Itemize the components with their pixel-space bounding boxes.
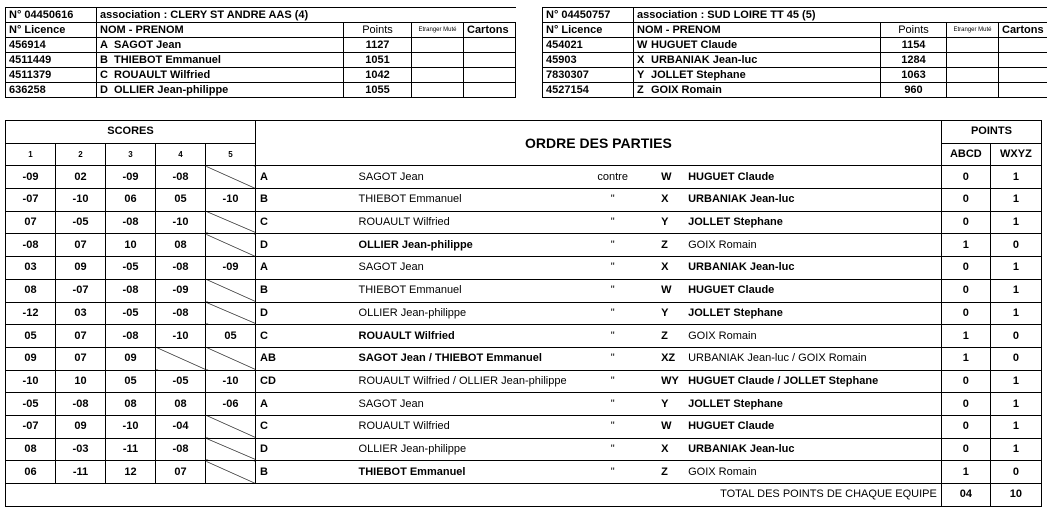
contre-label: " [592, 393, 633, 416]
set-score: -06 [206, 393, 256, 416]
player-points: 1063 [881, 68, 947, 83]
set-score: -07 [56, 279, 106, 302]
player-letter: A [100, 38, 108, 51]
set-score: 02 [56, 166, 106, 189]
total-abcd: 04 [941, 484, 990, 507]
set-2-header: 2 [56, 143, 106, 166]
home-player: OLLIER Jean-philippe [307, 234, 593, 257]
wxyz-header: WXYZ [990, 143, 1041, 166]
player-name-cell [97, 83, 344, 98]
game-row [6, 234, 1042, 257]
player-cartons [464, 38, 516, 53]
player-cartons [464, 68, 516, 83]
total-wxyz: 10 [990, 484, 1041, 507]
player-points: 1154 [881, 38, 947, 53]
set-score: 05 [156, 189, 206, 212]
points-abcd: 0 [941, 279, 990, 302]
points-abcd: 0 [941, 393, 990, 416]
player-name: OLLIER Jean-philippe [114, 83, 229, 96]
away-player: URBANIAK Jean-luc / GOIX Romain [684, 347, 941, 370]
player-cartons [464, 53, 516, 68]
points-wxyz: 1 [990, 279, 1041, 302]
set-score: 05 [6, 325, 56, 348]
game-row [6, 257, 1042, 280]
player-licence: 454021 [543, 38, 634, 53]
home-player: SAGOT Jean [307, 393, 593, 416]
team-number: N° 04450757 [543, 8, 634, 23]
set-score: -09 [206, 257, 256, 280]
game-row [6, 461, 1042, 484]
set-5-header: 5 [206, 143, 256, 166]
home-player: THIEBOT Emmanuel [307, 461, 593, 484]
game-row [6, 393, 1042, 416]
home-letter: B [256, 189, 307, 212]
player-name-cell [97, 68, 344, 83]
away-letter: X [633, 257, 684, 280]
away-player: GOIX Romain [684, 325, 941, 348]
col-cartons: Cartons [464, 23, 516, 38]
set-score: -08 [156, 302, 206, 325]
set-score: 05 [206, 325, 256, 348]
set-score: -11 [106, 438, 156, 461]
set-score: -08 [56, 393, 106, 416]
player-licence: 4511379 [6, 68, 97, 83]
set-score: 07 [56, 325, 106, 348]
away-player: JOLLET Stephane [684, 211, 941, 234]
abcd-header: ABCD [941, 143, 990, 166]
player-etranger [412, 38, 464, 53]
team-left-table [5, 7, 516, 98]
association-name: association : SUD LOIRE TT 45 (5) [634, 8, 1047, 23]
player-etranger [412, 68, 464, 83]
player-etranger [947, 68, 999, 83]
home-letter: D [256, 302, 307, 325]
points-wxyz: 0 [990, 325, 1041, 348]
points-wxyz: 1 [990, 438, 1041, 461]
player-row [6, 83, 516, 98]
points-wxyz: 1 [990, 211, 1041, 234]
player-cartons [999, 83, 1047, 98]
points-abcd: 1 [941, 347, 990, 370]
team-right-table [542, 7, 1047, 98]
home-letter: A [256, 257, 307, 280]
set-score: -10 [206, 370, 256, 393]
set-score: -12 [6, 302, 56, 325]
away-letter: W [633, 279, 684, 302]
home-player: THIEBOT Emmanuel [307, 279, 593, 302]
set-score: 08 [6, 279, 56, 302]
player-cartons [999, 68, 1047, 83]
set-score: -08 [6, 234, 56, 257]
player-letter: X [637, 53, 645, 66]
away-letter: W [633, 415, 684, 438]
away-player: HUGUET Claude [684, 279, 941, 302]
set-score: 07 [56, 347, 106, 370]
away-letter: Y [633, 302, 684, 325]
away-letter: Z [633, 461, 684, 484]
game-row [6, 166, 1042, 189]
away-player: HUGUET Claude [684, 166, 941, 189]
player-letter: D [100, 83, 108, 96]
set-score: -05 [106, 302, 156, 325]
player-licence: 7830307 [543, 68, 634, 83]
points-abcd: 0 [941, 211, 990, 234]
player-row [6, 53, 516, 68]
home-letter: D [256, 438, 307, 461]
player-row [543, 68, 1047, 83]
points-abcd: 0 [941, 370, 990, 393]
points-abcd: 0 [941, 189, 990, 212]
set-score: -05 [56, 211, 106, 234]
game-row [6, 279, 1042, 302]
player-licence: 4527154 [543, 83, 634, 98]
player-points: 1051 [344, 53, 412, 68]
player-licence: 4511449 [6, 53, 97, 68]
points-wxyz: 0 [990, 347, 1041, 370]
association-name: association : CLERY ST ANDRE AAS (4) [97, 8, 516, 23]
set-score: -10 [206, 189, 256, 212]
team-number: N° 04450616 [6, 8, 97, 23]
player-name: HUGUET Claude [651, 38, 738, 51]
set-score: 09 [6, 347, 56, 370]
contre-label: " [592, 415, 633, 438]
set-score [206, 438, 256, 461]
away-player: URBANIAK Jean-luc [684, 257, 941, 280]
player-licence: 45903 [543, 53, 634, 68]
set-score: 03 [56, 302, 106, 325]
points-abcd: 1 [941, 461, 990, 484]
points-wxyz: 0 [990, 461, 1041, 484]
col-name: NOM - PRENOM [97, 23, 344, 38]
col-cartons: Cartons [999, 23, 1047, 38]
set-score: -05 [106, 257, 156, 280]
player-letter: Y [637, 68, 645, 81]
set-score: -10 [106, 415, 156, 438]
player-letter: B [100, 53, 108, 66]
set-score: -09 [6, 166, 56, 189]
points-wxyz: 1 [990, 257, 1041, 280]
player-row [543, 53, 1047, 68]
set-score: -11 [56, 461, 106, 484]
player-etranger [947, 38, 999, 53]
col-name: NOM - PRENOM [634, 23, 881, 38]
player-cartons [464, 83, 516, 98]
set-score: 06 [6, 461, 56, 484]
game-row [6, 415, 1042, 438]
home-player: OLLIER Jean-philippe [307, 438, 593, 461]
player-name-cell [634, 53, 881, 68]
home-player: ROUAULT Wilfried [307, 211, 593, 234]
set-score: -07 [6, 189, 56, 212]
set-score: 07 [6, 211, 56, 234]
home-letter: B [256, 279, 307, 302]
home-letter: CD [256, 370, 307, 393]
player-row [543, 38, 1047, 53]
game-row [6, 189, 1042, 212]
player-row [543, 83, 1047, 98]
home-player: SAGOT Jean [307, 166, 593, 189]
set-score: 05 [106, 370, 156, 393]
points-abcd: 1 [941, 234, 990, 257]
set-score [206, 347, 256, 370]
game-row [6, 347, 1042, 370]
col-points: Points [344, 23, 412, 38]
home-letter: C [256, 415, 307, 438]
set-score: 10 [106, 234, 156, 257]
away-player: JOLLET Stephane [684, 393, 941, 416]
home-letter: D [256, 234, 307, 257]
set-score: -08 [156, 166, 206, 189]
points-abcd: 0 [941, 415, 990, 438]
game-row [6, 438, 1042, 461]
away-letter: Z [633, 234, 684, 257]
set-1-header: 1 [6, 143, 56, 166]
away-letter: WY [633, 370, 684, 393]
points-abcd: 0 [941, 257, 990, 280]
away-letter: W [633, 166, 684, 189]
away-player: URBANIAK Jean-luc [684, 189, 941, 212]
player-name: URBANIAK Jean-luc [651, 53, 758, 66]
points-wxyz: 1 [990, 370, 1041, 393]
home-letter: AB [256, 347, 307, 370]
points-wxyz: 1 [990, 393, 1041, 416]
set-score: 03 [6, 257, 56, 280]
player-letter: Z [637, 83, 644, 96]
player-cartons [999, 53, 1047, 68]
home-letter: A [256, 166, 307, 189]
set-score [206, 415, 256, 438]
match-sheet-table [5, 120, 1042, 507]
player-etranger [947, 53, 999, 68]
set-score [206, 279, 256, 302]
player-points: 1055 [344, 83, 412, 98]
player-points: 1284 [881, 53, 947, 68]
set-score: 12 [106, 461, 156, 484]
points-wxyz: 1 [990, 166, 1041, 189]
player-row [6, 68, 516, 83]
contre-label: " [592, 189, 633, 212]
set-score: -03 [56, 438, 106, 461]
order-header: ORDRE DES PARTIES [256, 121, 942, 166]
away-player: HUGUET Claude / JOLLET Stephane [684, 370, 941, 393]
player-licence: 456914 [6, 38, 97, 53]
player-cartons [999, 38, 1047, 53]
set-score: -04 [156, 415, 206, 438]
game-row [6, 370, 1042, 393]
home-letter: C [256, 211, 307, 234]
col-licence: N° Licence [543, 23, 634, 38]
set-score: -05 [6, 393, 56, 416]
away-letter: XZ [633, 347, 684, 370]
set-score: 06 [106, 189, 156, 212]
col-etranger: Etranger Muté [412, 23, 464, 38]
set-score [206, 234, 256, 257]
contre-label: " [592, 347, 633, 370]
player-name-cell [634, 68, 881, 83]
player-name-cell [97, 38, 344, 53]
away-player: JOLLET Stephane [684, 302, 941, 325]
points-wxyz: 1 [990, 302, 1041, 325]
points-wxyz: 0 [990, 234, 1041, 257]
set-score: 09 [56, 257, 106, 280]
scores-header: SCORES [6, 121, 256, 144]
set-score: 08 [106, 393, 156, 416]
home-player: ROUAULT Wilfried / OLLIER Jean-philippe [307, 370, 593, 393]
player-name-cell [634, 38, 881, 53]
points-abcd: 0 [941, 302, 990, 325]
player-name: SAGOT Jean [114, 38, 182, 51]
set-score [206, 302, 256, 325]
set-3-header: 3 [106, 143, 156, 166]
set-score: 09 [56, 415, 106, 438]
game-row [6, 325, 1042, 348]
player-name: JOLLET Stephane [651, 68, 746, 81]
contre-label: " [592, 234, 633, 257]
set-score: -10 [156, 325, 206, 348]
away-letter: Y [633, 393, 684, 416]
home-player: SAGOT Jean / THIEBOT Emmanuel [307, 347, 593, 370]
points-abcd: 0 [941, 166, 990, 189]
player-row [6, 38, 516, 53]
contre-label: " [592, 438, 633, 461]
set-score: 09 [106, 347, 156, 370]
player-name-cell [634, 83, 881, 98]
game-row [6, 211, 1042, 234]
set-score [206, 166, 256, 189]
set-score: -09 [106, 166, 156, 189]
contre-label: " [592, 461, 633, 484]
away-player: URBANIAK Jean-luc [684, 438, 941, 461]
player-points: 960 [881, 83, 947, 98]
contre-label: " [592, 279, 633, 302]
set-score: 08 [156, 393, 206, 416]
set-score: -08 [106, 279, 156, 302]
player-points: 1042 [344, 68, 412, 83]
home-player: THIEBOT Emmanuel [307, 189, 593, 212]
player-name: GOIX Romain [651, 83, 722, 96]
away-letter: Z [633, 325, 684, 348]
set-score: -10 [6, 370, 56, 393]
set-score [156, 347, 206, 370]
set-score: 07 [56, 234, 106, 257]
away-letter: X [633, 438, 684, 461]
set-score [206, 211, 256, 234]
set-score: -09 [156, 279, 206, 302]
player-name: THIEBOT Emmanuel [114, 53, 221, 66]
points-header: POINTS [941, 121, 1041, 144]
set-score: -10 [156, 211, 206, 234]
away-letter: Y [633, 211, 684, 234]
set-score: -08 [106, 211, 156, 234]
player-etranger [412, 83, 464, 98]
points-wxyz: 1 [990, 415, 1041, 438]
player-letter: C [100, 68, 108, 81]
away-player: GOIX Romain [684, 461, 941, 484]
player-etranger [947, 83, 999, 98]
set-score: 10 [56, 370, 106, 393]
points-abcd: 1 [941, 325, 990, 348]
player-letter: W [637, 38, 648, 51]
home-player: ROUAULT Wilfried [307, 415, 593, 438]
away-letter: X [633, 189, 684, 212]
game-row [6, 302, 1042, 325]
player-licence: 636258 [6, 83, 97, 98]
home-player: ROUAULT Wilfried [307, 325, 593, 348]
home-letter: C [256, 325, 307, 348]
set-score: 08 [6, 438, 56, 461]
set-score: -07 [6, 415, 56, 438]
away-player: HUGUET Claude [684, 415, 941, 438]
set-score [206, 461, 256, 484]
player-name-cell [97, 53, 344, 68]
set-score: 08 [156, 234, 206, 257]
set-score: -08 [106, 325, 156, 348]
set-4-header: 4 [156, 143, 206, 166]
set-score: -05 [156, 370, 206, 393]
contre-label: " [592, 211, 633, 234]
player-etranger [412, 53, 464, 68]
contre-label: " [592, 302, 633, 325]
contre-label: " [592, 370, 633, 393]
away-player: GOIX Romain [684, 234, 941, 257]
contre-label: contre [592, 166, 633, 189]
points-abcd: 0 [941, 438, 990, 461]
total-label: TOTAL DES POINTS DE CHAQUE EQUIPE [6, 484, 942, 507]
contre-label: " [592, 257, 633, 280]
set-score: -08 [156, 257, 206, 280]
home-letter: A [256, 393, 307, 416]
col-etranger: Etranger Muté [947, 23, 999, 38]
points-wxyz: 1 [990, 189, 1041, 212]
home-player: OLLIER Jean-philippe [307, 302, 593, 325]
home-player: SAGOT Jean [307, 257, 593, 280]
col-licence: N° Licence [6, 23, 97, 38]
contre-label: " [592, 325, 633, 348]
col-points: Points [881, 23, 947, 38]
home-letter: B [256, 461, 307, 484]
set-score: -08 [156, 438, 206, 461]
player-name: ROUAULT Wilfried [114, 68, 211, 81]
set-score: -10 [56, 189, 106, 212]
set-score: 07 [156, 461, 206, 484]
player-points: 1127 [344, 38, 412, 53]
